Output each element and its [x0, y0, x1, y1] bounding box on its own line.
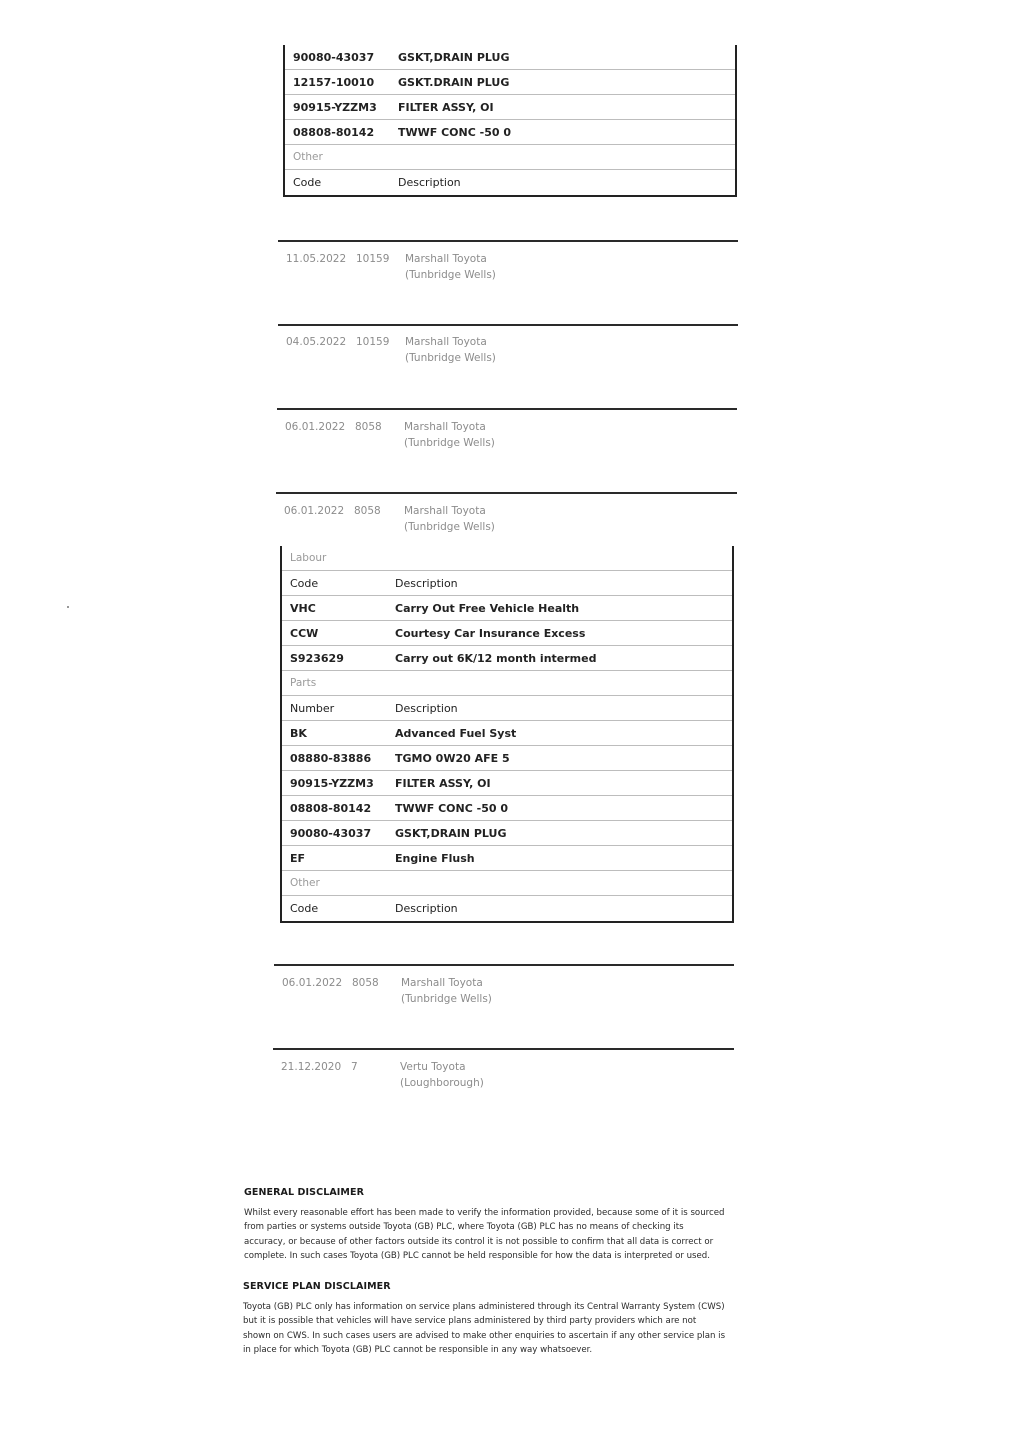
- disclaimer-line: shown on CWS. In such cases users are advised to make other enquiries to ascertain if any other service plan is: [243, 1330, 726, 1341]
- visit-dealer: Marshall Toyota: [404, 505, 486, 517]
- header-code: Code: [290, 576, 319, 590]
- labour-code: S923629: [290, 651, 344, 665]
- labour-description: Carry Out Free Vehicle Health: [395, 601, 580, 615]
- service-plan-disclaimer-title: SERVICE PLAN DISCLAIMER: [243, 1281, 391, 1292]
- visit-divider: [274, 964, 734, 966]
- visit-location: (Tunbridge Wells): [405, 269, 496, 281]
- part-number: 08808-80142: [293, 125, 375, 139]
- table-row: [282, 796, 732, 821]
- visit-detail-table: [280, 546, 734, 923]
- visit-dealer: Vertu Toyota: [400, 1061, 466, 1073]
- visit-date: 06.01.2022: [285, 421, 346, 433]
- visit-date: 04.05.2022: [286, 336, 347, 348]
- part-description: TWWF CONC -50 0: [395, 801, 509, 815]
- visit-divider: [277, 408, 737, 410]
- section-label-parts: Parts: [282, 671, 732, 696]
- table-row: [282, 746, 732, 771]
- table-row: [282, 621, 732, 646]
- part-number: 90915-YZZM3: [293, 100, 377, 114]
- part-number: 90080-43037: [293, 50, 375, 64]
- visit-dealer: Marshall Toyota: [401, 977, 483, 989]
- table-row: [285, 95, 735, 120]
- visit-location: (Tunbridge Wells): [404, 437, 495, 449]
- visit-divider: [273, 1048, 734, 1050]
- table-row: [282, 646, 732, 671]
- part-number: 90080-43037: [290, 826, 372, 840]
- general-disclaimer-text: [244, 1206, 769, 1263]
- disclaimer-line: Toyota (GB) PLC only has information on service plans administered through its Central Warranty System (CWS): [243, 1302, 725, 1312]
- visit-date: 06.01.2022: [282, 977, 343, 989]
- scan-speck: [67, 606, 69, 608]
- header-description: Description: [395, 902, 458, 915]
- part-description: GSKT.DRAIN PLUG: [398, 75, 510, 89]
- visit-mileage: 8058: [354, 505, 381, 517]
- disclaimer-line: Whilst every reasonable effort has been made to verify the information provided, because some of it is sourced: [244, 1208, 725, 1218]
- table-row: [282, 721, 732, 746]
- service-plan-disclaimer-text: [243, 1300, 768, 1357]
- labour-code: CCW: [290, 626, 319, 640]
- disclaimer-line: but it is possible that vehicles will have service plans administered by third party providers which are not: [243, 1316, 697, 1327]
- general-disclaimer-title: GENERAL DISCLAIMER: [244, 1187, 364, 1198]
- part-number: 08880-83886: [290, 751, 372, 765]
- part-number: 08808-80142: [290, 801, 372, 815]
- part-description: Advanced Fuel Syst: [395, 726, 517, 740]
- visit-location: (Tunbridge Wells): [405, 352, 496, 364]
- table-header-row: [285, 170, 735, 195]
- header-code: Code: [290, 902, 319, 915]
- header-description: Description: [395, 701, 458, 715]
- visit-dealer: Marshall Toyota: [405, 336, 487, 348]
- part-description: GSKT,DRAIN PLUG: [398, 50, 510, 64]
- table-header-row: [282, 896, 732, 921]
- part-description: FILTER ASSY, OI: [395, 776, 491, 790]
- table-header-row: [282, 571, 732, 596]
- table-row: [282, 771, 732, 796]
- visit-mileage: 7: [351, 1061, 358, 1073]
- visit-location: (Tunbridge Wells): [404, 521, 495, 533]
- disclaimer-line: in place for which Toyota (GB) PLC cannot be responsible in any way whatsoever.: [243, 1344, 593, 1355]
- header-description: Description: [395, 576, 458, 590]
- table-row: [282, 821, 732, 846]
- part-description: Engine Flush: [395, 851, 475, 865]
- visit-divider: [278, 240, 738, 242]
- header-description: Description: [398, 176, 461, 189]
- visit-date: 11.05.2022: [286, 253, 347, 265]
- labour-description: Carry out 6K/12 month intermed: [395, 651, 597, 665]
- header-code: Code: [293, 176, 322, 189]
- disclaimer-line: complete. In such cases Toyota (GB) PLC cannot be held responsible for how the data is interpreted or used.: [244, 1250, 710, 1261]
- top-service-table: [283, 45, 737, 197]
- part-number: BK: [290, 726, 307, 740]
- table-row: [285, 45, 735, 70]
- disclaimer-line: accuracy, or because of other factors outside its control it is not possible to confirm that all data is correct or: [244, 1236, 714, 1247]
- visit-mileage: 8058: [355, 421, 382, 433]
- visit-mileage: 10159: [356, 253, 390, 265]
- visit-mileage: 8058: [352, 977, 379, 989]
- labour-code: VHC: [290, 601, 316, 615]
- part-number: 90915-YZZM3: [290, 776, 374, 790]
- section-label-labour: Labour: [282, 546, 732, 571]
- part-description: FILTER ASSY, OI: [398, 100, 494, 114]
- visit-location: (Loughborough): [400, 1077, 484, 1089]
- labour-description: Courtesy Car Insurance Excess: [395, 626, 586, 640]
- visit-dealer: Marshall Toyota: [404, 421, 486, 433]
- visit-dealer: Marshall Toyota: [405, 253, 487, 265]
- table-row: [285, 120, 735, 145]
- header-number: Number: [290, 701, 335, 715]
- disclaimer-line: from parties or systems outside Toyota (GB) PLC, where Toyota (GB) PLC has no means of checking its: [244, 1222, 684, 1233]
- table-row: [282, 596, 732, 621]
- part-description: GSKT,DRAIN PLUG: [395, 826, 507, 840]
- part-description: TGMO 0W20 AFE 5: [395, 751, 510, 765]
- table-header-row: [282, 696, 732, 721]
- visit-mileage: 10159: [356, 336, 390, 348]
- table-row: [285, 70, 735, 95]
- visit-date: 21.12.2020: [281, 1061, 342, 1073]
- table-row: [282, 846, 732, 871]
- section-label-other: Other: [285, 145, 735, 170]
- visit-divider: [276, 492, 737, 494]
- section-label-other: Other: [282, 871, 732, 896]
- part-number: EF: [290, 851, 306, 865]
- visit-divider: [278, 324, 738, 326]
- visit-location: (Tunbridge Wells): [401, 993, 492, 1005]
- part-number: 12157-10010: [293, 75, 375, 89]
- visit-date: 06.01.2022: [284, 505, 345, 517]
- part-description: TWWF CONC -50 0: [398, 125, 512, 139]
